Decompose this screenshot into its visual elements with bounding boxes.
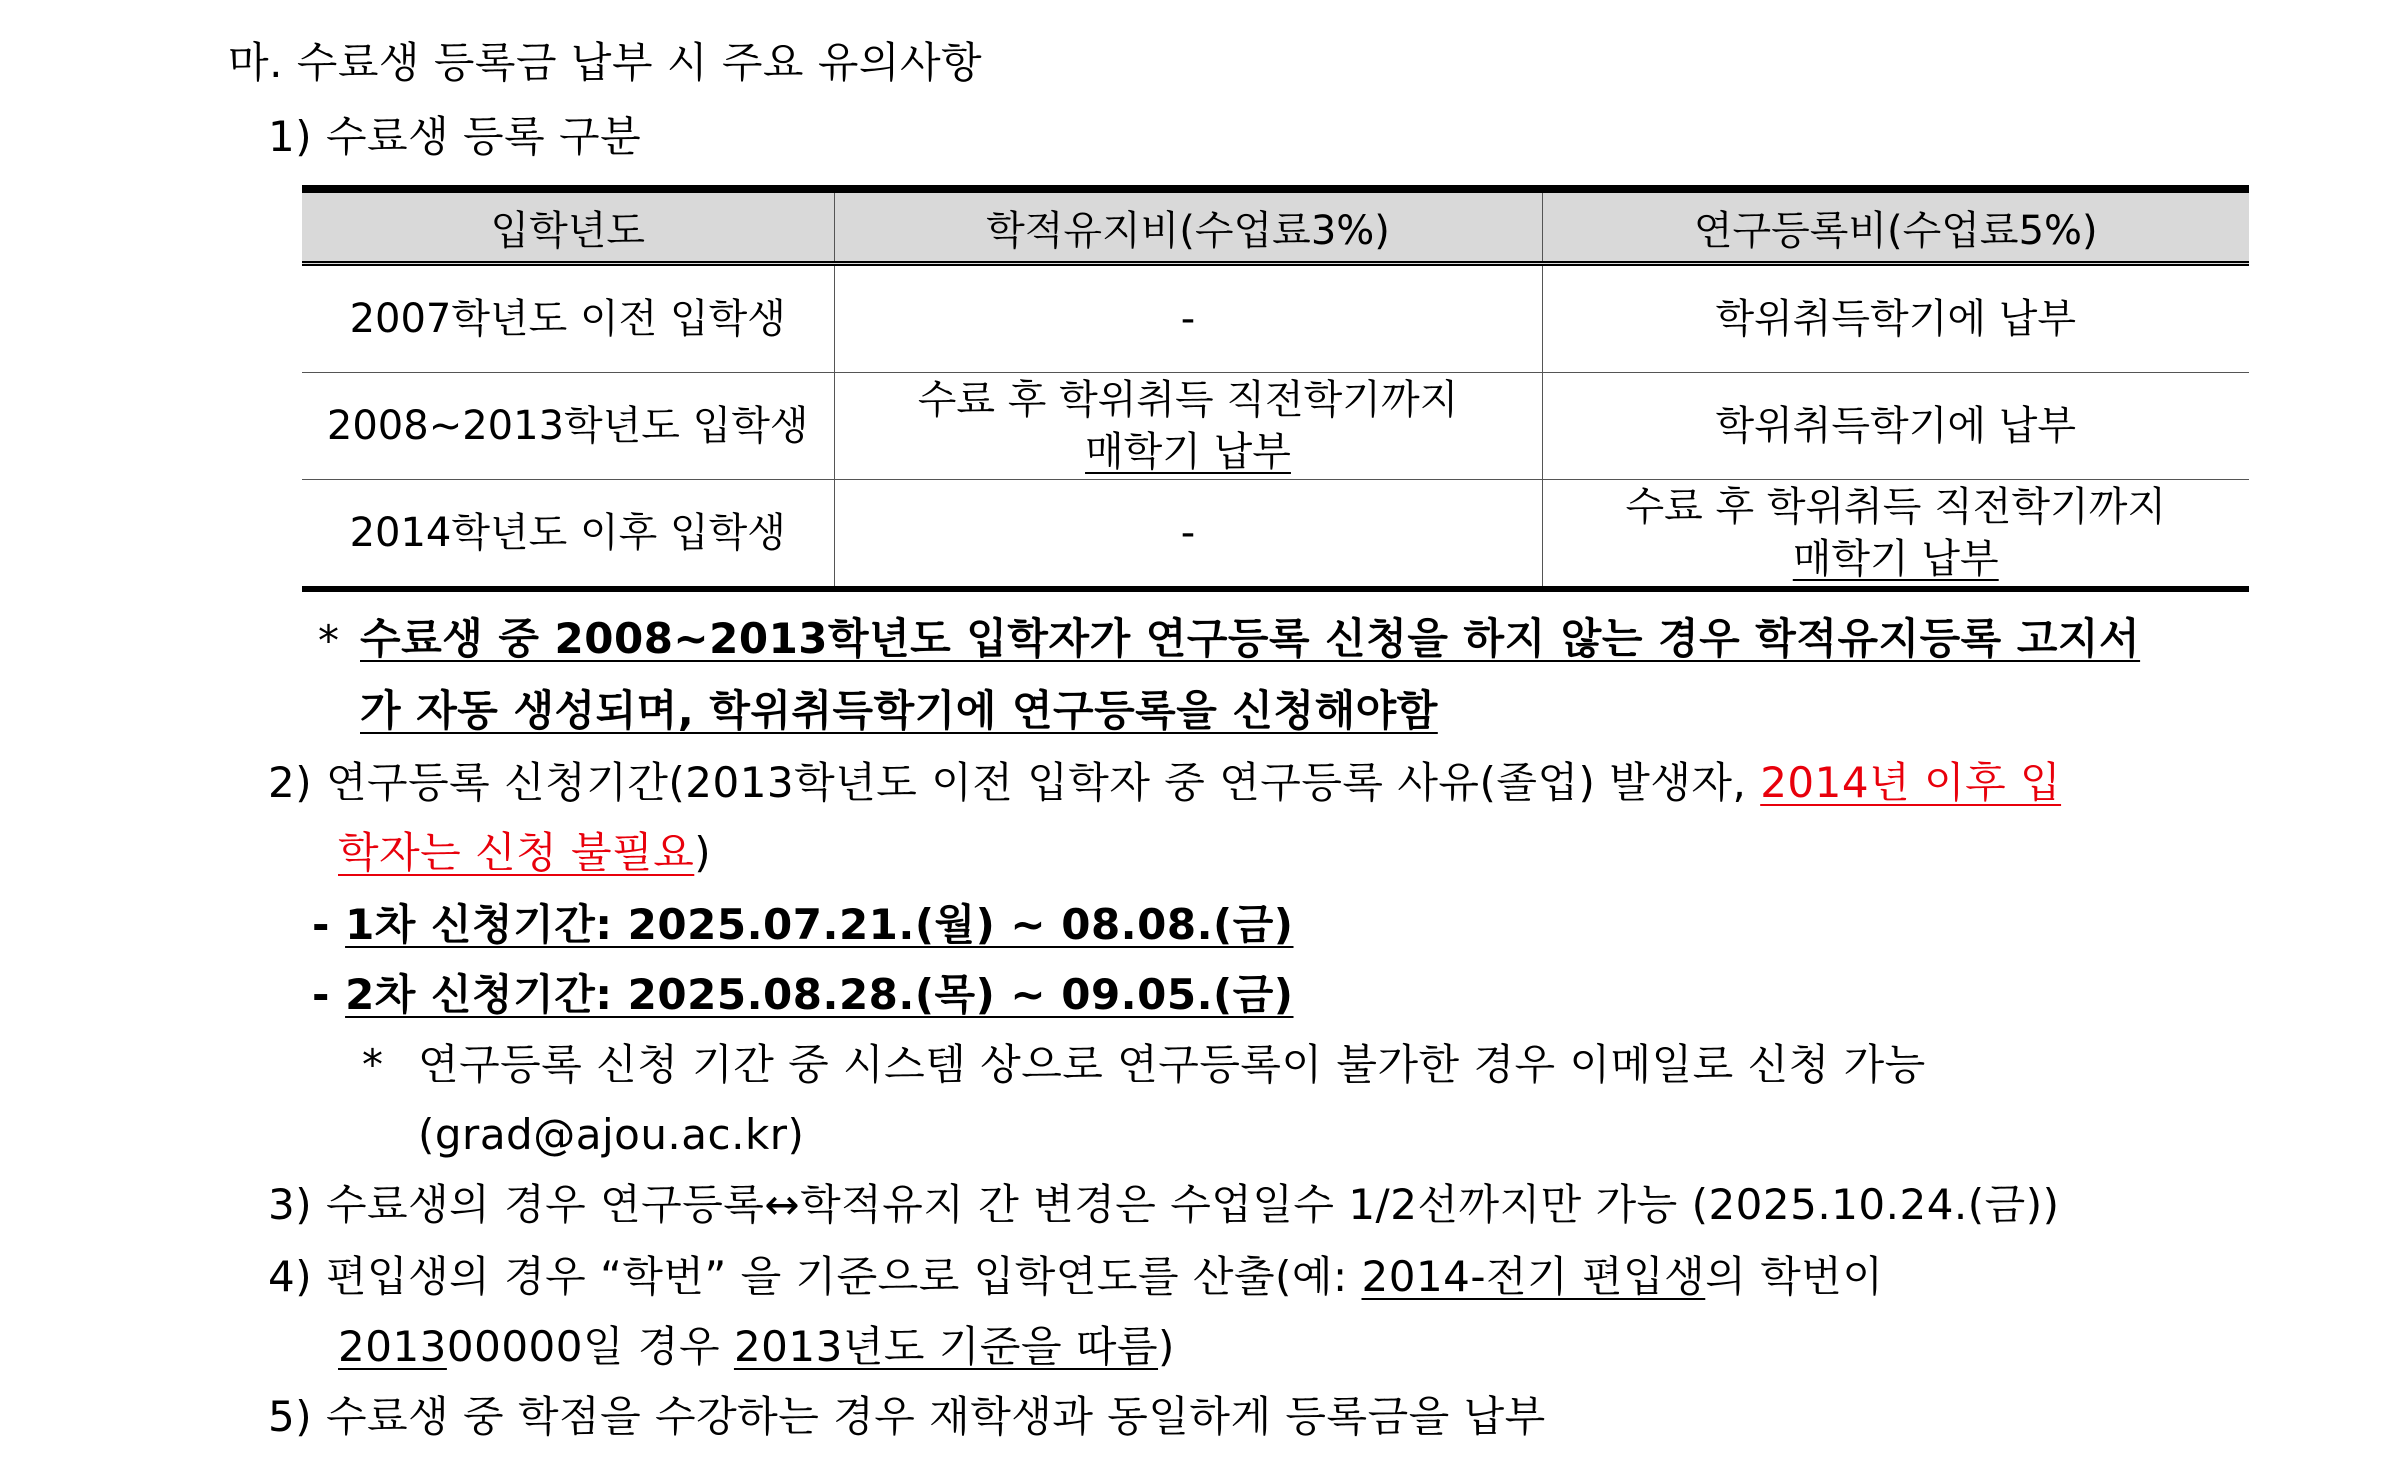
header-maintenance: 학적유지비(수업료3%) <box>834 189 1542 264</box>
item4-line2: 201300000일 경우 2013년도 기준을 따름) <box>338 1322 1175 1371</box>
table-row <box>302 373 2249 480</box>
item1-title: 1) 수료생 등록 구분 <box>268 112 642 161</box>
item1-note-line1: 수료생 중 2008~2013학년도 입학자가 연구등록 신청을 하지 않는 경우 학적유지등록 고지서 <box>360 614 2141 663</box>
cell-maintenance: - <box>834 480 1542 590</box>
item2-note-line1: 연구등록 신청 기간 중 시스템 상으로 연구등록이 불가한 경우 이메일로 신청 가능 <box>418 1040 1926 1089</box>
cell-year: 2008~2013학년도 입학생 <box>302 373 834 480</box>
registration-table <box>302 185 2249 592</box>
cell-research: 학위취득학기에 납부 <box>1542 373 2249 480</box>
cell-year: 2007학년도 이전 입학생 <box>302 264 834 373</box>
item1-note-line2: 가 자동 생성되며, 학위취득학기에 연구등록을 신청해야함 <box>360 686 1438 735</box>
header-year: 입학년도 <box>302 189 834 264</box>
period-2: - 2차 신청기간: 2025.08.28.(목) ~ 09.05.(금) <box>312 970 1294 1019</box>
cell-year: 2014학년도 이후 입학생 <box>302 480 834 590</box>
cell-research: 수료 후 학위취득 직전학기까지 매학기 납부 <box>1542 480 2249 590</box>
item2-line2: 학자는 신청 불필요) <box>338 828 712 877</box>
table-row <box>302 264 2249 373</box>
table-header-row <box>302 189 2249 264</box>
item4-line1: 4) 편입생의 경우 “학번” 을 기준으로 입학연도를 산출(예: 2014-전기 편입생의 학번이 <box>268 1252 1884 1301</box>
cell-research: 학위취득학기에 납부 <box>1542 264 2249 373</box>
item2-note-marker: * <box>362 1040 384 1089</box>
cell-maintenance: 수료 후 학위취득 직전학기까지 매학기 납부 <box>834 373 1542 480</box>
item2-line1: 2) 연구등록 신청기간(2013학년도 이전 입학자 중 연구등록 사유(졸업) 발생자, 2014년 이후 입 <box>268 758 2062 807</box>
item1-note-marker: * <box>318 616 340 665</box>
item2-note-line2: (grad@ajou.ac.kr) <box>418 1110 805 1159</box>
section-title: 마. 수료생 등록금 납부 시 주요 유의사항 <box>228 38 983 87</box>
header-research: 연구등록비(수업료5%) <box>1542 189 2249 264</box>
period-1: - 1차 신청기간: 2025.07.21.(월) ~ 08.08.(금) <box>312 900 1294 949</box>
cell-maintenance: - <box>834 264 1542 373</box>
item5: 5) 수료생 중 학점을 수강하는 경우 재학생과 동일하게 등록금을 납부 <box>268 1392 1546 1441</box>
table-row <box>302 480 2249 590</box>
item3: 3) 수료생의 경우 연구등록↔학적유지 간 변경은 수업일수 1/2선까지만 가능 (2025.10.24.(금)) <box>268 1180 2060 1229</box>
